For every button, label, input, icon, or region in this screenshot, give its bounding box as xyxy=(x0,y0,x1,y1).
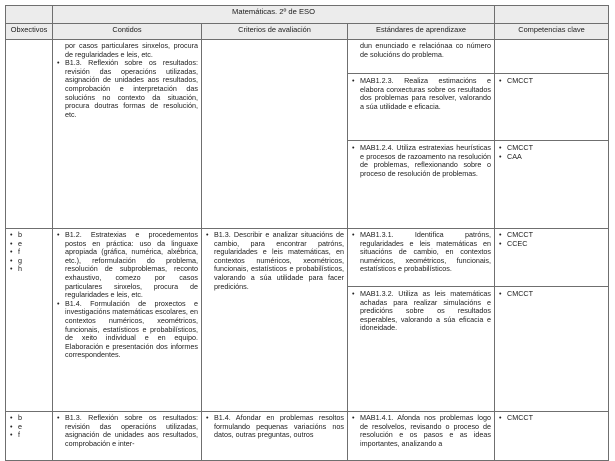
content-item: • B1.2. Estratexias e procedementos postos en práctica: uso da linguaxe apropiada (gráfica, numérica, alxébrica, etc.), reformulación do problema, resolución de subproblemas, reconto exhaustivo, comezo por casos particulares sinxelos, procura de regularidades e leis, etc. xyxy=(65,231,198,300)
criterion-item: • B1.4. Afondar en problemas resoltos formulando pequenas variacións nos datos, outras preguntas, outros xyxy=(214,414,344,440)
content-item: • B1.4. Formulación de proxectos e investigacións matemáticas escolares, en contextos numéricos, xeométricos, funcionais, estatísticos e probabilísticos, de xeito individual e en equipo. Elaboración e presentación dos informes correspondentes. xyxy=(65,300,198,360)
standards-cell xyxy=(348,40,495,229)
standard-subcell xyxy=(348,73,494,137)
standard-subcell xyxy=(348,286,494,333)
competency-subcell xyxy=(495,73,608,137)
table-row xyxy=(6,412,609,461)
competency-subcell xyxy=(495,140,608,161)
standard-item: • MAB1.2.3. Realiza estimacións e elabora conxecturas sobre os resultados dos problemas para resolver, valorando a súa utilidade e eficacia. xyxy=(360,77,491,111)
standard-item: • MAB1.4.1. Afonda nos problemas logo de resolvelos, revisando o proceso de resolución e os pasos e as ideas importantes, analizando a xyxy=(360,414,491,448)
competency-subcell xyxy=(495,286,608,299)
criterion-item: • B1.3. Describir e analizar situacións de cambio, para encontrar patróns, regularidades e leis matemáticas, en contextos numéricos, xeométricos, funcionais, estatísticos e probabilísticos, valorando a súa utilidade para facer predicións. xyxy=(214,231,344,291)
competency-item: • CMCCT xyxy=(507,77,605,86)
criteria-cell xyxy=(202,229,348,412)
standards-cell xyxy=(348,412,495,461)
table-row xyxy=(6,229,609,412)
objectives-cell xyxy=(6,229,53,412)
objective-item: • e xyxy=(18,423,49,432)
standard-subcell xyxy=(348,140,494,178)
column-header-criteria: Criterios de avaliación xyxy=(202,24,348,40)
column-header-objectives: Obxectivos xyxy=(6,24,53,40)
table-row xyxy=(6,40,609,229)
header-empty-cell-right xyxy=(495,6,609,24)
contents-cell xyxy=(53,412,202,461)
contents-cell xyxy=(53,229,202,412)
table-body xyxy=(6,40,609,461)
standard-item: • MAB1.3.1. Identifica patróns, regularidades e leis matemáticas en situacións de cambio, en contextos numéricos, xeométricos, funcionais, estatísticos e probabilísticos. xyxy=(360,231,491,274)
content-item: • B1.3. Reflexión sobre os resultados: revisión das operacións utilizadas, asignación de unidades aos resultados, comprobación e inter- xyxy=(65,414,198,448)
column-header-standards: Estándares de aprendizaxe xyxy=(348,24,495,40)
competency-item: • CMCCT xyxy=(507,290,605,299)
curriculum-page xyxy=(5,5,608,461)
objective-item: • g xyxy=(18,257,49,266)
column-header-competencies: Competencias clave xyxy=(495,24,609,40)
objectives-cell xyxy=(6,40,53,229)
criteria-cell xyxy=(202,412,348,461)
contents-cell xyxy=(53,40,202,229)
competencies-cell xyxy=(495,412,609,461)
column-header-contents: Contidos xyxy=(53,24,202,40)
objective-item: • b xyxy=(18,231,49,240)
objective-item: • f xyxy=(18,248,49,257)
curriculum-table xyxy=(5,5,609,461)
objective-item: • h xyxy=(18,265,49,274)
objective-item: • b xyxy=(18,414,49,423)
objectives-cell xyxy=(6,412,53,461)
standard-item: dun enunciado e relaciónaa co número de solucións do problema. xyxy=(360,41,492,59)
competencies-cell xyxy=(495,40,609,229)
criteria-cell xyxy=(202,40,348,229)
objective-item: • f xyxy=(18,431,49,440)
competency-subcell xyxy=(498,231,605,283)
standard-item: • MAB1.2.4. Utiliza estratexias heurísticas e procesos de razoamento na resolución de problemas, reflexionando sobre o proceso de resolución de problemas. xyxy=(360,144,491,178)
content-item: • B1.3. Reflexión sobre os resultados: revisión das operacións utilizadas, asignación de unidades aos resultados, comprobación e interpretación das solucións no contexto da situación, procura doutras formas de resolución, etc. xyxy=(65,59,198,119)
competency-item: • CCEC xyxy=(507,240,605,249)
content-item: por casos particulares sinxelos, procura de regularidades e leis, etc. xyxy=(65,41,198,59)
objective-item: • e xyxy=(18,240,49,249)
standard-item: • MAB1.3.2. Utiliza as leis matemáticas achadas para realizar simulacións e predicións sobre os resultados esperables, valorando a súa eficacia e idoneidade. xyxy=(360,290,491,333)
standards-cell xyxy=(348,229,495,412)
table-title: Matemáticas. 2º de ESO xyxy=(53,6,495,24)
competency-item: • CAA xyxy=(507,153,605,162)
standard-subcell xyxy=(351,231,491,283)
header-empty-cell xyxy=(6,6,53,24)
competency-item: • CMCCT xyxy=(507,414,605,423)
competencies-cell xyxy=(495,229,609,412)
competency-item: • CMCCT xyxy=(507,231,605,240)
competency-item: • CMCCT xyxy=(507,144,605,153)
